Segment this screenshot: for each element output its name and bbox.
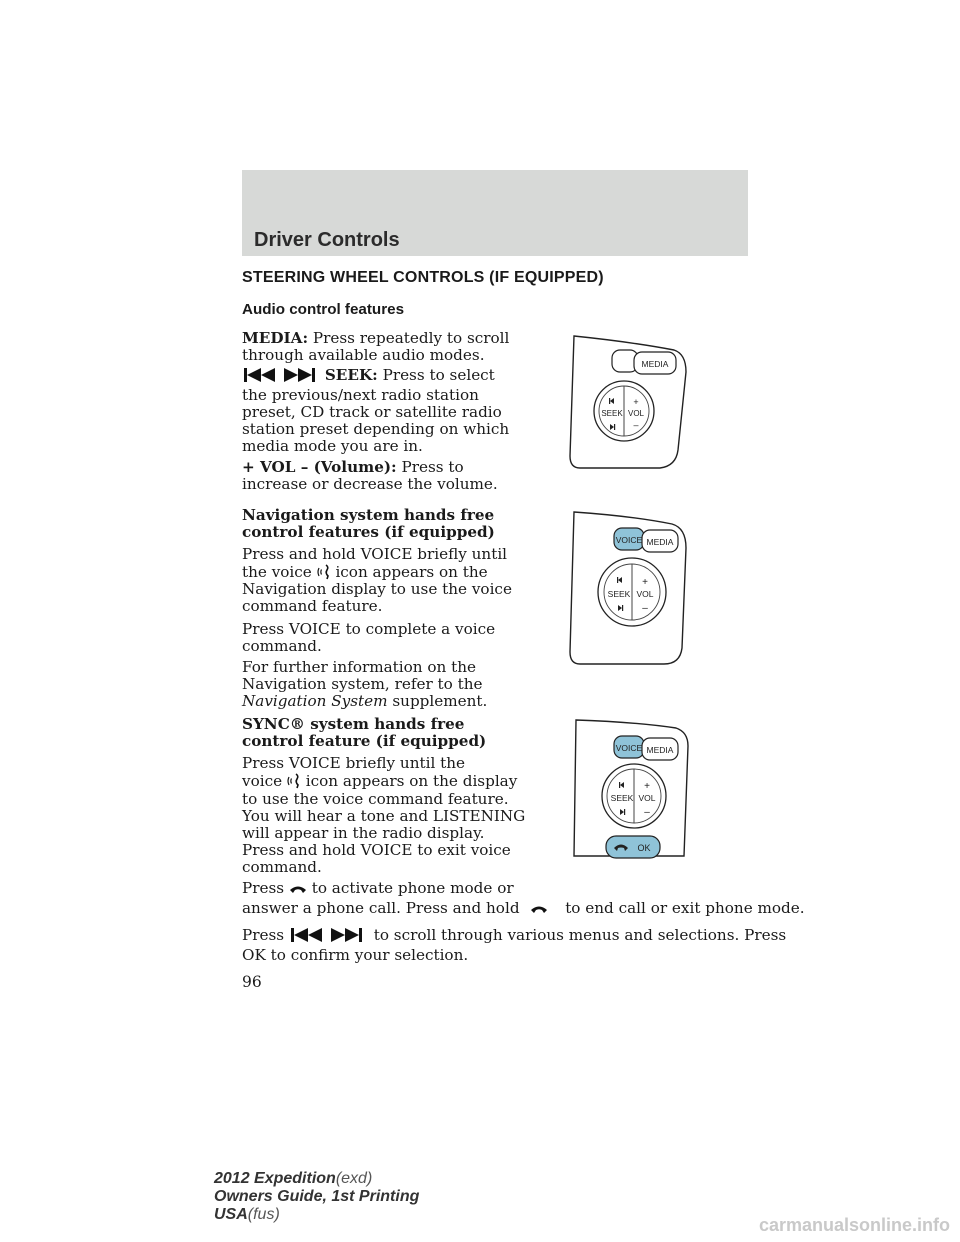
sync-p1-line3: to use the voice command feature. — [242, 790, 509, 808]
seek-back-forward-icon — [242, 367, 320, 387]
media-button-label: MEDIA — [646, 745, 674, 755]
vol-label-fig: VOL — [638, 793, 656, 803]
watermark: carmanualsonline.info — [758, 1215, 950, 1235]
nav-supplement: supplement. — [392, 692, 488, 710]
page-number: 96 — [242, 973, 262, 991]
seek-text-4: station preset depending on which — [242, 420, 510, 438]
plus-label-fig: + — [644, 781, 650, 792]
sync-phone-mode: to activate phone mode or — [311, 879, 514, 897]
vol-text-2: increase or decrease the volume. — [242, 475, 498, 493]
seek-label-fig: SEEK — [610, 793, 634, 803]
sync-p3-line2: OK to confirm your selection. — [242, 946, 469, 964]
nav-p1-line3: Navigation display to use the voice — [242, 580, 512, 598]
footer-model: 2012 Expedition — [214, 1170, 336, 1187]
vol-label-fig: VOL — [636, 589, 654, 599]
sync-press-word: Press — [242, 879, 285, 897]
sync-p1-line7: command. — [242, 858, 322, 876]
figure-sync-controls — [566, 716, 692, 871]
plus-label-fig: + — [633, 397, 639, 407]
vol-text: Press to — [401, 458, 464, 476]
nav-subtitle-1: Navigation system hands free — [242, 506, 495, 524]
sync-p2-line2 — [242, 900, 805, 920]
ok-phone-button-shape — [606, 836, 660, 858]
audio-subtitle: Audio control features — [242, 301, 405, 318]
sync-scroll-menus: to scroll through various menus and selections. Press — [373, 926, 787, 944]
sync-end-call: to end call or exit phone mode. — [565, 899, 805, 917]
seek-label-fig: SEEK — [601, 409, 623, 418]
seek-paragraph — [242, 367, 495, 387]
phone-icon — [289, 883, 307, 900]
voice-button-label: VOICE — [615, 535, 643, 545]
sync-answer-call: answer a phone call. Press and hold — [242, 899, 520, 917]
seek-text-3: preset, CD track or satellite radio — [242, 403, 502, 421]
seek-text-5: media mode you are in. — [242, 437, 423, 455]
nav-p2-line1: Press VOICE to complete a voice — [242, 620, 496, 638]
footer-guide: Owners Guide, 1st Printing — [214, 1188, 420, 1205]
footer — [214, 1170, 419, 1224]
sync-p1-line1: Press VOICE briefly until the — [242, 754, 466, 772]
footer-model-code: (exd) — [335, 1170, 373, 1187]
media-text: Press repeatedly to scroll — [312, 329, 510, 347]
seek-label: SEEK: — [324, 366, 378, 384]
media-label: MEDIA: — [242, 329, 309, 347]
nav-p2-line2: command. — [242, 637, 322, 655]
seek-back-forward-icon — [289, 927, 369, 947]
seek-text-2: the previous/next radio station — [242, 386, 479, 404]
section-title: STEERING WHEEL CONTROLS (IF EQUIPPED) — [242, 269, 604, 286]
minus-label-fig: – — [642, 603, 648, 614]
phone-icon — [530, 903, 548, 920]
sync-p1-line6: Press and hold VOICE to exit voice — [242, 841, 511, 859]
nav-p3-line1: For further information on the — [242, 658, 477, 676]
seek-label-fig: SEEK — [607, 589, 631, 599]
sync-voice-word: voice — [242, 772, 283, 790]
figure-navigation-controls — [562, 508, 692, 673]
sync-p1-line5: will appear in the radio display. — [242, 824, 485, 842]
sync-p2-line1 — [242, 880, 514, 900]
sync-p1-line4: You will hear a tone and LISTENING — [242, 807, 526, 825]
nav-icon-appears: icon appears on the — [335, 563, 488, 581]
sync-press-word-2: Press — [242, 926, 285, 944]
voice-button-label: VOICE — [615, 743, 643, 753]
nav-p3-line3 — [242, 693, 487, 710]
nav-voice-word: the voice — [242, 563, 312, 581]
sync-subtitle-2: control feature (if equipped) — [242, 732, 487, 750]
vol-paragraph — [242, 459, 464, 476]
ok-label-fig: OK — [637, 843, 651, 853]
footer-region-code: (fus) — [247, 1206, 280, 1223]
nav-system-ref: Navigation System — [242, 692, 388, 710]
footer-region: USA — [214, 1206, 248, 1223]
media-paragraph — [242, 330, 509, 347]
nav-subtitle-2: control features (if equipped) — [242, 523, 495, 541]
nav-p1-line1: Press and hold VOICE briefly until — [242, 545, 508, 563]
figure-audio-controls — [562, 332, 692, 477]
vol-label-fig: VOL — [627, 409, 645, 418]
media-button-label: MEDIA — [641, 359, 669, 369]
media-button-label: MEDIA — [646, 537, 674, 547]
nav-p3-line2: Navigation system, refer to the — [242, 675, 483, 693]
sync-p3-line1 — [242, 927, 786, 947]
page-header-title: Driver Controls — [254, 229, 400, 251]
minus-label-fig: – — [644, 807, 650, 818]
vol-label: + VOL – (Volume): — [242, 458, 397, 476]
minus-label-fig: – — [633, 420, 639, 430]
plus-label-fig: + — [642, 577, 648, 588]
seek-text: Press to select — [382, 366, 495, 384]
sync-subtitle-1: SYNC® system hands free — [242, 715, 465, 733]
nav-p1-line4: command feature. — [242, 597, 383, 615]
media-paragraph-2: through available audio modes. — [242, 346, 485, 364]
sync-icon-appears: icon appears on the display — [305, 772, 518, 790]
